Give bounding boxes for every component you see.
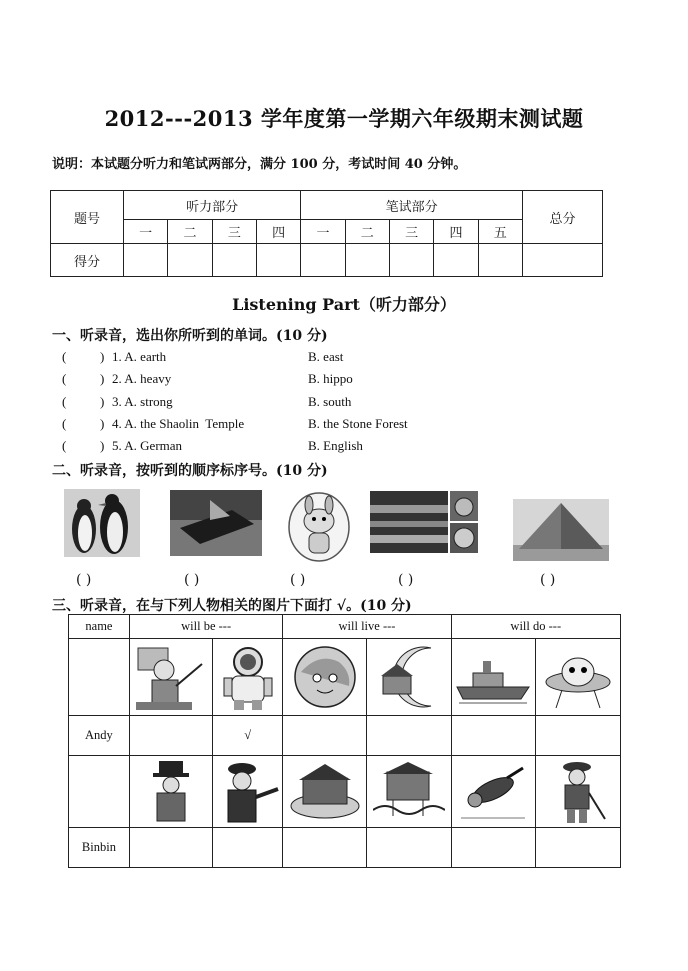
order-paren[interactable]: ( ) xyxy=(76,572,92,588)
answer-paren-close[interactable]: ) xyxy=(100,416,105,431)
option-b: B. the Stone Forest xyxy=(308,416,408,431)
pyramid-image xyxy=(513,499,609,561)
answer-cell[interactable] xyxy=(283,716,367,756)
order-paren[interactable]: ( ) xyxy=(540,572,556,588)
score-num: 一 xyxy=(124,220,168,244)
score-num: 五 xyxy=(478,220,522,244)
exam-note: 说明：本试题分听力和笔试两部分，满分 100 分，考试时间 40 分钟。 xyxy=(52,157,467,172)
answer-paren-open[interactable]: ( xyxy=(62,371,67,386)
score-listening-header: 听力部分 xyxy=(124,191,301,220)
score-num: 一 xyxy=(301,220,345,244)
score-cell[interactable] xyxy=(212,244,256,277)
answer-paren-open[interactable]: ( xyxy=(62,394,67,409)
option-b: B. English xyxy=(308,438,363,453)
score-num: 二 xyxy=(345,220,389,244)
answer-cell[interactable] xyxy=(367,716,451,756)
answer-cell[interactable] xyxy=(367,828,451,868)
answer-paren-close[interactable]: ) xyxy=(100,438,105,453)
ufo-image xyxy=(542,642,614,712)
answer-cell[interactable] xyxy=(535,828,620,868)
header-will-live: will live --- xyxy=(283,615,451,639)
header-name: name xyxy=(69,615,130,639)
house-on-cloud-image xyxy=(289,760,361,824)
row-name: Binbin xyxy=(69,828,130,868)
answer-paren-open[interactable]: ( xyxy=(62,349,67,364)
question-row xyxy=(62,349,622,369)
answer-cell[interactable] xyxy=(451,828,535,868)
answer-cell[interactable] xyxy=(129,828,212,868)
answer-cell[interactable] xyxy=(129,716,212,756)
header-will-be: will be --- xyxy=(129,615,283,639)
score-cell[interactable] xyxy=(256,244,300,277)
order-paren[interactable]: ( ) xyxy=(184,572,200,588)
score-cell[interactable] xyxy=(478,244,522,277)
answer-cell[interactable] xyxy=(283,828,367,868)
score-col-tihao: 题号 xyxy=(51,191,124,244)
question-row xyxy=(62,438,622,458)
blank-name-cell xyxy=(69,756,130,828)
cartoon-kangaroo-image xyxy=(287,491,351,563)
policeman-image xyxy=(216,759,280,825)
house-on-water-image xyxy=(373,760,445,824)
moon-house-image xyxy=(373,642,445,712)
score-cell[interactable] xyxy=(168,244,212,277)
score-cell[interactable] xyxy=(523,244,603,277)
order-paren[interactable]: ( ) xyxy=(398,572,414,588)
option-a: 5. A. German xyxy=(112,438,183,453)
question-row xyxy=(62,394,622,414)
option-a: 4. A. the Shaolin Temple xyxy=(112,416,245,431)
score-num: 二 xyxy=(168,220,212,244)
option-a: 3. A. strong xyxy=(112,394,173,409)
section1-heading: 一、听录音，选出你所听到的单词。(10 分) xyxy=(52,328,328,344)
answer-paren-open[interactable]: ( xyxy=(62,438,67,453)
order-paren[interactable]: ( ) xyxy=(290,572,306,588)
question-row xyxy=(62,371,622,391)
option-b: B. hippo xyxy=(308,371,353,386)
answer-cell[interactable] xyxy=(535,716,620,756)
answer-paren-close[interactable]: ) xyxy=(100,394,105,409)
score-written-header: 笔试部分 xyxy=(301,191,523,220)
globe-character-image xyxy=(289,642,361,712)
answer-paren-close[interactable]: ) xyxy=(100,349,105,364)
answer-paren-open[interactable]: ( xyxy=(62,416,67,431)
question-row xyxy=(62,416,622,436)
option-b: B. south xyxy=(308,394,352,409)
answer-cell[interactable] xyxy=(212,828,283,868)
part-title: Listening Part（听力部分） xyxy=(232,295,456,314)
score-cell[interactable] xyxy=(389,244,433,277)
score-total-header: 总分 xyxy=(523,191,603,244)
answer-cell[interactable] xyxy=(451,716,535,756)
diver-image xyxy=(457,760,529,824)
section2-heading: 二、听录音，按听到的顺序标序号。(10 分) xyxy=(52,463,328,479)
answer-cell-checked[interactable]: √ xyxy=(212,716,283,756)
score-cell[interactable] xyxy=(434,244,478,277)
section3-table xyxy=(68,614,621,868)
score-row-label: 得分 xyxy=(51,244,124,277)
penguins-image xyxy=(64,489,140,557)
score-num: 三 xyxy=(389,220,433,244)
option-b: B. east xyxy=(308,349,344,364)
answer-paren-close[interactable]: ) xyxy=(100,371,105,386)
score-table xyxy=(50,190,603,277)
blank-name-cell xyxy=(69,639,130,716)
header-will-do: will do --- xyxy=(451,615,620,639)
score-cell[interactable] xyxy=(345,244,389,277)
ship-image xyxy=(170,490,262,556)
section3-heading: 三、听录音，在与下列人物相关的图片下面打 √。(10 分) xyxy=(52,598,412,614)
option-a: 1. A. earth xyxy=(112,349,167,364)
option-a: 2. A. heavy xyxy=(112,371,172,386)
score-num: 四 xyxy=(434,220,478,244)
score-num: 三 xyxy=(212,220,256,244)
great-wall-dishes-image xyxy=(370,491,478,553)
magician-image xyxy=(141,759,201,825)
score-num: 四 xyxy=(256,220,300,244)
teacher-image xyxy=(136,642,206,712)
score-cell[interactable] xyxy=(124,244,168,277)
farmer-image xyxy=(545,759,611,825)
score-cell[interactable] xyxy=(301,244,345,277)
row-name: Andy xyxy=(69,716,130,756)
warship-image xyxy=(455,647,531,707)
astronaut-image xyxy=(218,642,278,712)
page-title: 2012---2013 学年度第一学期六年级期末测试题 xyxy=(104,106,584,131)
